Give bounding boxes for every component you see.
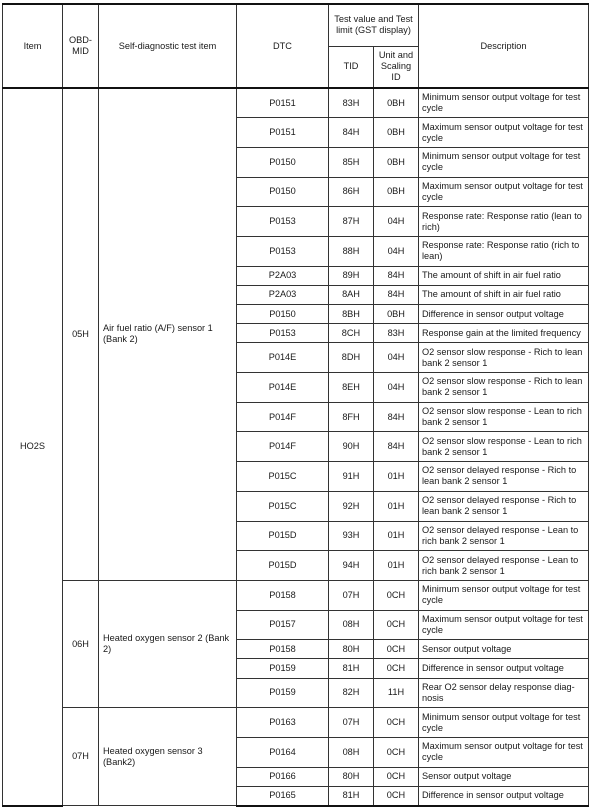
unit-scaling-cell: 84H xyxy=(374,285,419,304)
tid-cell: 83H xyxy=(329,88,374,118)
dtc-cell: P2A03 xyxy=(237,266,329,285)
tid-cell: 8BH xyxy=(329,305,374,324)
unit-scaling-cell: 0BH xyxy=(374,88,419,118)
unit-scaling-cell: 0CH xyxy=(374,738,419,768)
header-item: Item xyxy=(3,4,63,88)
tid-cell: 80H xyxy=(329,767,374,786)
header-test-item: Self-diagnostic test item xyxy=(99,4,237,88)
dtc-cell: P014E xyxy=(237,343,329,373)
dtc-cell: P0165 xyxy=(237,786,329,805)
unit-scaling-cell: 84H xyxy=(374,402,419,432)
description-cell: Response gain at the limited frequency xyxy=(419,324,589,343)
unit-scaling-cell: 0CH xyxy=(374,767,419,786)
tid-cell: 8AH xyxy=(329,285,374,304)
test-item-cell: Heated oxygen sensor 2 (Bank 2) xyxy=(99,580,237,707)
tid-cell: 86H xyxy=(329,177,374,207)
dtc-cell: P0151 xyxy=(237,118,329,148)
table-row xyxy=(3,88,589,118)
description-cell: Response rate: Response ratio (rich to lean) xyxy=(419,236,589,266)
unit-scaling-cell: 01H xyxy=(374,521,419,551)
tid-cell: 93H xyxy=(329,521,374,551)
description-cell: O2 sensor slow response - Rich to lean bank 2 sensor 1 xyxy=(419,343,589,373)
unit-scaling-cell: 0CH xyxy=(374,580,419,610)
table-row xyxy=(3,708,589,738)
unit-scaling-cell: 0BH xyxy=(374,118,419,148)
unit-scaling-cell: 84H xyxy=(374,266,419,285)
description-cell: The amount of shift in air fuel ratio xyxy=(419,266,589,285)
header-obd-mid: OBD-MID xyxy=(63,4,99,88)
tid-cell: 92H xyxy=(329,491,374,521)
unit-scaling-cell: 0CH xyxy=(374,708,419,738)
unit-scaling-cell: 01H xyxy=(374,462,419,492)
description-cell: Minimum sensor output voltage for test cycle xyxy=(419,580,589,610)
unit-scaling-cell: 0CH xyxy=(374,610,419,640)
tid-cell: 07H xyxy=(329,708,374,738)
unit-scaling-cell: 11H xyxy=(374,678,419,708)
dtc-cell: P0164 xyxy=(237,738,329,768)
tid-cell: 91H xyxy=(329,462,374,492)
table-header xyxy=(3,4,589,88)
tid-cell: 8CH xyxy=(329,324,374,343)
description-cell: Minimum sensor output voltage for test cycle xyxy=(419,708,589,738)
header-tid: TID xyxy=(329,46,374,88)
dtc-cell: P0158 xyxy=(237,640,329,659)
tid-cell: 07H xyxy=(329,580,374,610)
dtc-cell: P0150 xyxy=(237,177,329,207)
dtc-cell: P015D xyxy=(237,521,329,551)
dtc-cell: P015C xyxy=(237,462,329,492)
tid-cell: 89H xyxy=(329,266,374,285)
tid-cell: 08H xyxy=(329,610,374,640)
unit-scaling-cell: 0BH xyxy=(374,177,419,207)
tid-cell: 08H xyxy=(329,738,374,768)
test-item-cell: Air fuel ratio (A/F) sensor 1 (Bank 2) xyxy=(99,88,237,580)
description-cell: O2 sensor slow response - Lean to rich bank 2 sensor 1 xyxy=(419,432,589,462)
dtc-cell: P0159 xyxy=(237,678,329,708)
description-cell: Maximum sensor output voltage for test cycle xyxy=(419,177,589,207)
unit-scaling-cell: 0BH xyxy=(374,305,419,324)
description-cell: Sensor output voltage xyxy=(419,767,589,786)
unit-scaling-cell: 0CH xyxy=(374,659,419,678)
unit-scaling-cell: 04H xyxy=(374,373,419,403)
description-cell: O2 sensor slow response - Rich to lean bank 2 sensor 1 xyxy=(419,373,589,403)
unit-scaling-cell: 04H xyxy=(374,343,419,373)
dtc-cell: P0157 xyxy=(237,610,329,640)
description-cell: Sensor output voltage xyxy=(419,640,589,659)
description-cell: O2 sensor delayed response - Rich to lean bank 2 sensor 1 xyxy=(419,462,589,492)
description-cell: Maximum sensor output voltage for test cycle xyxy=(419,738,589,768)
tid-cell: 81H xyxy=(329,786,374,805)
unit-scaling-cell: 0BH xyxy=(374,147,419,177)
dtc-cell: P014F xyxy=(237,402,329,432)
dtc-cell: P0159 xyxy=(237,659,329,678)
description-cell: Minimum sensor output voltage for test cycle xyxy=(419,147,589,177)
description-cell: O2 sensor delayed response - Lean to rich bank 2 sensor 1 xyxy=(419,521,589,551)
dtc-cell: P0151 xyxy=(237,88,329,118)
tid-cell: 87H xyxy=(329,207,374,237)
unit-scaling-cell: 84H xyxy=(374,432,419,462)
dtc-cell: P015C xyxy=(237,491,329,521)
dtc-cell: P0166 xyxy=(237,767,329,786)
unit-scaling-cell: 0CH xyxy=(374,640,419,659)
obd-mid-cell: 05H xyxy=(63,88,99,580)
obd-mid-cell: 06H xyxy=(63,580,99,707)
header-dtc: DTC xyxy=(237,4,329,88)
dtc-cell: P2A03 xyxy=(237,285,329,304)
description-cell: Maximum sensor output voltage for test cycle xyxy=(419,118,589,148)
description-cell: Rear O2 sensor delay response diag-nosis xyxy=(419,678,589,708)
tid-cell: 90H xyxy=(329,432,374,462)
header-test-value-group: Test value and Test limit (GST display) xyxy=(329,4,419,46)
tid-cell: 80H xyxy=(329,640,374,659)
tid-cell: 8DH xyxy=(329,343,374,373)
description-cell: The amount of shift in air fuel ratio xyxy=(419,285,589,304)
unit-scaling-cell: 01H xyxy=(374,491,419,521)
description-cell: O2 sensor delayed response - Rich to lean bank 2 sensor 1 xyxy=(419,491,589,521)
tid-cell: 81H xyxy=(329,659,374,678)
dtc-cell: P0153 xyxy=(237,207,329,237)
dtc-cell: P0163 xyxy=(237,708,329,738)
description-cell: Difference in sensor output voltage xyxy=(419,305,589,324)
unit-scaling-cell: 04H xyxy=(374,207,419,237)
dtc-cell: P014F xyxy=(237,432,329,462)
dtc-cell: P0158 xyxy=(237,580,329,610)
dtc-cell: P0153 xyxy=(237,236,329,266)
unit-scaling-cell: 01H xyxy=(374,551,419,581)
tid-cell: 85H xyxy=(329,147,374,177)
header-unit-scaling: Unit and Scaling ID xyxy=(374,46,419,88)
tid-cell: 94H xyxy=(329,551,374,581)
dtc-cell: P0150 xyxy=(237,147,329,177)
tid-cell: 8EH xyxy=(329,373,374,403)
diagnostic-table-container xyxy=(2,3,588,807)
obd-mid-cell: 07H xyxy=(63,708,99,806)
description-cell: Difference in sensor output voltage xyxy=(419,659,589,678)
item-cell: HO2S xyxy=(3,88,63,806)
description-cell: Maximum sensor output voltage for test cycle xyxy=(419,610,589,640)
description-cell: Minimum sensor output voltage for test cycle xyxy=(419,88,589,118)
description-cell: O2 sensor delayed response - Lean to rich bank 2 sensor 1 xyxy=(419,551,589,581)
tid-cell: 8FH xyxy=(329,402,374,432)
header-description: Description xyxy=(419,4,589,88)
unit-scaling-cell: 83H xyxy=(374,324,419,343)
description-cell: O2 sensor slow response - Lean to rich bank 2 sensor 1 xyxy=(419,402,589,432)
dtc-cell: P0150 xyxy=(237,305,329,324)
tid-cell: 84H xyxy=(329,118,374,148)
description-cell: Difference in sensor output voltage xyxy=(419,786,589,805)
dtc-cell: P014E xyxy=(237,373,329,403)
dtc-cell: P015D xyxy=(237,551,329,581)
tid-cell: 82H xyxy=(329,678,374,708)
table-body xyxy=(3,88,589,806)
unit-scaling-cell: 0CH xyxy=(374,786,419,805)
description-cell: Response rate: Response ratio (lean to rich) xyxy=(419,207,589,237)
unit-scaling-cell: 04H xyxy=(374,236,419,266)
self-diagnostic-table xyxy=(2,3,589,807)
dtc-cell: P0153 xyxy=(237,324,329,343)
tid-cell: 88H xyxy=(329,236,374,266)
test-item-cell: Heated oxygen sensor 3 (Bank2) xyxy=(99,708,237,806)
table-row xyxy=(3,580,589,610)
